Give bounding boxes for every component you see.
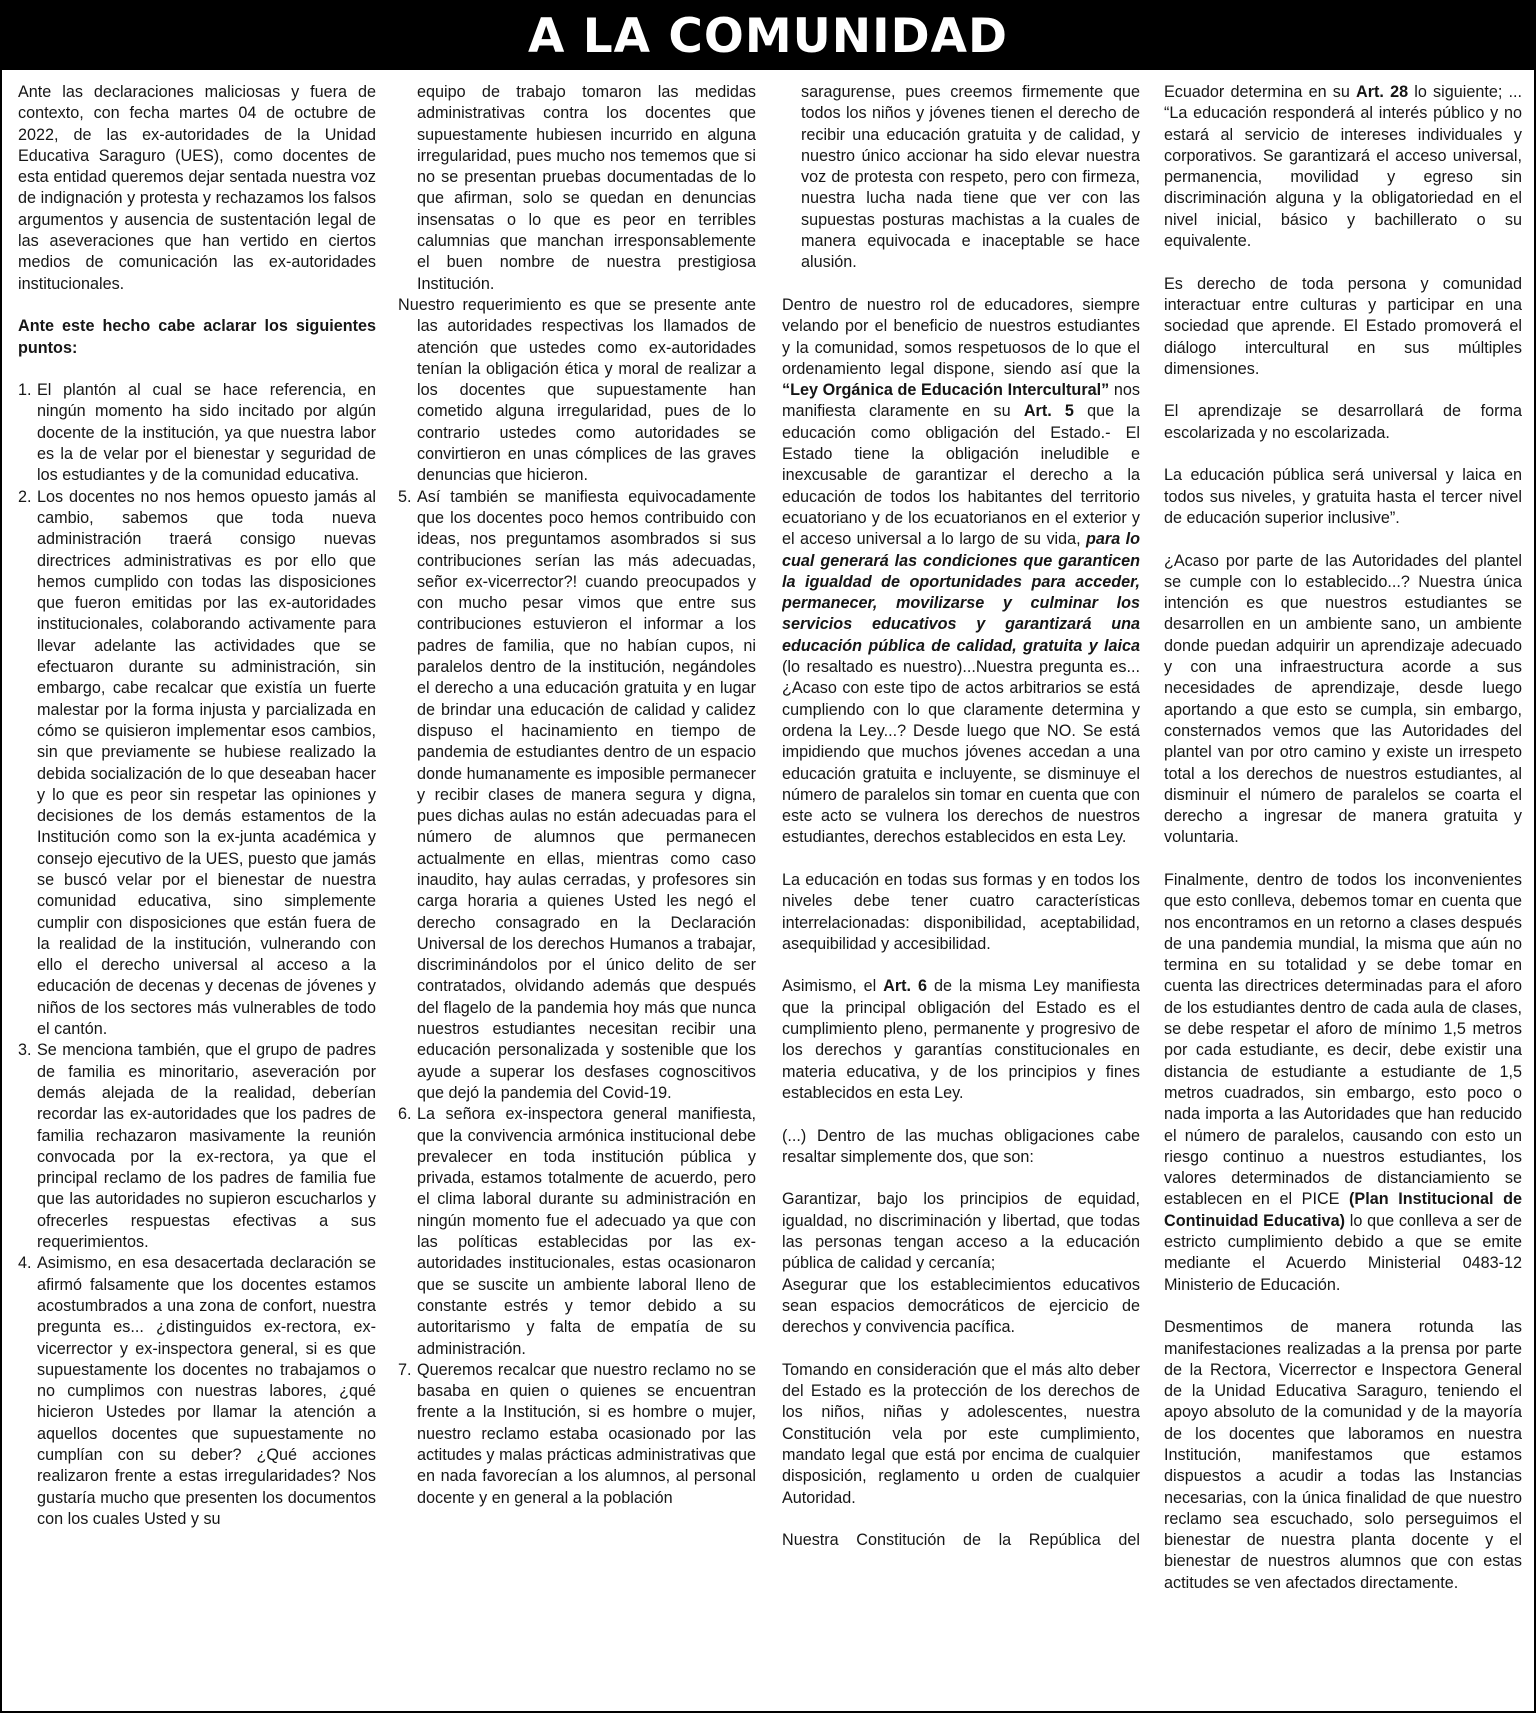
article-ref: Art. 5 [1023, 402, 1074, 421]
text-run: lo que conlleva a ser de estricto cumplimiento debido a que se emite mediante el Acuerdo Ministerial 0483-12 Ministerio de Educación. [1164, 1211, 1522, 1294]
paragraph-guarantee: Garantizar, bajo los principios de equidad, igualdad, no discriminación y libertad, que todas las personas tengan acceso a la educación pública de calidad y cercanía; [782, 1190, 1140, 1273]
list-item [18, 1040, 376, 1253]
list-item [18, 1253, 376, 1530]
paragraph-constitution: Nuestra Constitución de la República del [782, 1531, 1140, 1550]
emphasized-quote: para lo cual generará las condiciones que garanticen la igualdad de oportunidades para acceder, permanecer, movilizarse y culminar los servicios educativos y garantizará una educación pública de calidad, gratuita y laica [782, 530, 1140, 655]
plan-name: (Plan Institucional de Continuidad Educativa) [1164, 1190, 1522, 1230]
list-item-text: Así también se manifiesta equivocadamente que los docentes poco hemos contribuido con ideas, nos preguntamos asombrados si sus contribuciones serían las más adecuadas, señor ex-vicerrector?! cuando preocupados y con mucho pesar vimos que entre sus contribuciones estuvieron el informar a los padres de familia, que no habían cupos, ni paralelos dentro de la institución, negándoles el derecho a una educación gratuita y en lugar de brindar una educación de calidad y calidez dispuso el hacinamiento en tiempo de pandemia de estudiantes dentro de un espacio donde humanamente es imposible permanecer y recibir clases de manera segura y digna, pues dichas aulas no están adecuadas para el número de alumnos que permanecen actualmente en ellas, mientras como caso inaudito, hay aulas cerradas, y profesores sin carga horaria a quienes Usted les negó el derecho consagrado en la Declaración Universal de los derechos Humanos a trabajar, discriminándolos por el único delito de ser contratados, olvidando además que después del flagelo de la pandemia hoy más que nunca nuestros estudiantes necesitan recibir una educación personalizada y sostenible que los ayude a superar los desfases cognoscitivos que dejó la pandemia del Covid-19. [417, 487, 756, 1102]
points-list-continued [398, 82, 756, 1509]
paragraph-question: ¿Acaso por parte de las Autoridades del plantel se cumple con lo establecido...? Nuestra única intención es que nuestros estudiantes se desarrollen en un ambiente sano, un ambiente donde puedan adquirir un aprendizaje adecuado y con una infraestructura acorde a sus necesidades de aprendizaje, desde luego aportando a que esto se cumpla, sin embargo, consternados vemos que las Autoridades del plantel van por otro camino y existe un irrespeto total a los derechos de nuestros estudiantes, al disminuir el número de paralelos se coarta el derecho a ingresar de manera gratuita y voluntaria. [1164, 551, 1522, 847]
paragraph-learning: El aprendizaje se desarrollará de forma escolarizada y no escolarizada. [1164, 402, 1522, 442]
paragraph-obligations: (...) Dentro de las muchas obligaciones cabe resaltar simplemente dos, que son: [782, 1126, 1140, 1166]
paragraph-article-6 [782, 976, 1140, 1104]
paragraph-article-28 [1164, 82, 1522, 252]
text-run: (lo resaltado es nuestro)...Nuestra pregunta es... ¿Acaso con este tipo de actos arbitrarios se está cumpliendo con lo que claramente determina y ordena la Ley...? Desde luego que NO. Se está impidiendo que muchos jóvenes accedan a una educación gratuita e incluyente, se disminuye el número de paralelos sin tomar en cuenta que con este acto se vulnera los derechos de nuestros estudiantes, derechos establecidos en esta Ley. [782, 658, 1140, 847]
text-run: lo siguiente; ... “La educación responderá al interés público y no estará al servicio de intereses individuales y corporativos. Se garantizará el acceso universal, permanencia, movilidad y egreso sin discriminación alguna y la obligatoriedad en el nivel inicial, básico y bachillerato o su equivalente. [1164, 83, 1522, 251]
page-title: A LA COMUNIDAD [527, 8, 1009, 64]
list-item [398, 1104, 756, 1360]
points-heading: Ante este hecho cabe aclarar los siguientes puntos: [18, 317, 376, 357]
text-run: de la misma Ley manifiesta que la principal obligación del Estado es el cumplimiento pleno, permanente y progresivo de los derechos y garantías constitucionales en materia educativa, y de los principios y fines establecidos en esta Ley. [782, 977, 1140, 1102]
paragraph-educator-role [782, 295, 1140, 849]
text-run: nos manifiesta claramente en su [782, 381, 1140, 421]
text-run: Ecuador determina en su [1164, 83, 1357, 101]
list-item-text: equipo de trabajo tomaron las medidas administrativas contra los docentes que supuestamente hubiesen incurrido en alguna irregularidad, pues mucho nos tememos que si no se presentan pruebas documentadas de lo que afirman, solo se quedan en denuncias insensatas o lo que es peor en terribles calumnias que manchan irresponsablemente el buen nombre de nuestra prestigiosa Institución. [417, 83, 756, 293]
text-run: Asimismo, el [782, 977, 884, 996]
paragraph-ensure: Asegurar que los establecimientos educativos sean espacios democráticos de ejercicio de derechos y convivencia pacífica. [782, 1275, 1140, 1337]
paragraph-intercultural: Es derecho de toda persona y comunidad interactuar entre culturas y participar en una sociedad que aprende. El Estado promoverá el diálogo intercultural en sus múltiples dimensiones. [1164, 274, 1522, 378]
list-item-text: El plantón al cual se hace referencia, en ningún momento ha sido incitado por algún docente de la institución, ya que nuestra labor es la de velar por el bienestar y seguridad de los estudiantes y de la comunidad educativa. [37, 381, 376, 485]
list-number: 3. [18, 1041, 32, 1060]
paragraph-finally [1164, 870, 1522, 1296]
list-number: 2. [18, 487, 32, 506]
list-item-text: La señora ex-inspectora general manifiesta, que la convivencia armónica institucional debe prevalecer en toda institución pública y privada, estamos totalmente de acuerdo, pero el clima laboral durante su administración en ningún momento fue el adecuado ya que con las políticas establecidas por las ex-autoridades institucionales, estas ocasionaron que se suscite un ambiente laboral lleno de constante estrés y temor debido a su autoritarismo y falta de empatía de su administración. [417, 1105, 756, 1358]
column-1 [18, 82, 376, 1707]
list-item [18, 380, 376, 486]
text-run: Dentro de nuestro rol de educadores, siempre velando por el beneficio de nuestros estudiantes y la comunidad, somos respetuosos de lo que el ordenamiento legal dispone, siendo así que la [782, 295, 1140, 378]
intro-paragraph: Ante las declaraciones maliciosas y fuera de contexto, con fecha martes 04 de octubre de 2022, de las ex-autoridades de la Unidad Educativa Saraguro (UES), como docentes de esta entidad queremos dejar sentada nuestra voz de indignación y protesta y rechazamos los falsos argumentos y ausencia de sustentación legal de las aseveraciones que han vertido en ciertos medios de comunicación las ex-autoridades institucionales. [18, 83, 376, 293]
paragraph-denial: Desmentimos de manera rotunda las manifestaciones realizadas a la prensa por parte de la Rectora, Vicerrector e Inspectora General de la Unidad Educativa Saraguro, teniendo el apoyo absoluto de la comunidad y de la mayoría de los docentes que laboramos en nuestra Institución, manifestamos que estamos dispuestos a acudir a todas las Instancias necesarias, con la única finalidad de que nuestro reclamo sea escuchado, solo perseguimos el bienestar de nuestra planta docente y el bienestar de nuestros alumnos que con estas actitudes se ven afectados directamente. [1164, 1318, 1522, 1592]
paragraph-text: Nuestro requerimiento es que se presente ante las autoridades respectivas los llamados de atención que ustedes como ex-autoridades tenían la obligación ética y moral de realizar a los docentes que supuestamente han cometido alguna irregularidad, pues de lo contrario ustedes como autoridades se convirtieron en unas cómplices de las graves denuncias que hicieron. [398, 295, 756, 485]
article-ref: Art. 28 [1356, 83, 1409, 101]
list-number: 5. [398, 487, 412, 506]
list-number: 7. [398, 1360, 412, 1379]
list-item [398, 487, 756, 1105]
text-run: que la educación como obligación del Estado.- El Estado tiene la obligación ineludible e inexcusable de garantizar el derecho a la educación de todos los habitantes del territorio ecuatoriano y de los ecuatorianos en el exterior y el acceso universal a lo largo de su vida, [782, 402, 1140, 549]
paragraph-public-education: La educación pública será universal y laica en todos sus niveles, y gratuita hasta el tercer nivel de educación superior inclusive”. [1164, 466, 1522, 527]
law-name: “Ley Orgánica de Educación Intercultural” [782, 381, 1110, 400]
points-list [18, 380, 376, 1530]
list-item-text: Asimismo, en esa desacertada declaración se afirmó falsamente que los docentes estamos acostumbrados a una zona de confort, nuestra pregunta es... ¿distinguidos ex-rectora, ex-vicerrector y ex-inspectora general, si es que supuestamente los docentes no trabajamos o no cumplimos con nuestras labores, ¿qué hicieron Ustedes por llamar la atención a aquellos docentes que supuestamente no cumplían con su deber? ¿Qué acciones realizaron frente a estas irregularidades? Nos gustaría mucho que presenten los documentos con los cuales Usted y su [37, 1254, 376, 1528]
column-2 [398, 82, 756, 1707]
list-item-text: Los docentes no nos hemos opuesto jamás al cambio, sabemos que toda nueva administración traerá consigo nuevas directrices administrativas es por ello que hemos cumplido con todas las disposiciones que fueron emitidas por las ex-autoridades institucionales, colaborando activamente para llevar adelante las actividades que se efectuaron durante su administración, sin embargo, cabe recalcar que existía un fuerte malestar por la forma injusta y parcializada en cómo se quisieron implementar esos cambios, sin que previamente se hubiese realizado la debida socialización de lo que deseaban hacer y lo que es peor sin respetar las opiniones y decisiones de los demás estamentos de la Institución como son la ex-junta académica y consejo ejecutivo de la UES, puesto que jamás se buscó velar por el bienestar de nuestra comunidad educativa, sino simplemente cumplir con disposiciones que están fuera de la realidad de la institución, vulnerando con ello el derecho universal al acceso a la educación de decenas y decenas de jóvenes y niños de los sectores más vulnerables de todo el cantón. [37, 487, 376, 1039]
list-item-text: Se menciona también, que el grupo de padres de familia es minoritario, aseveración por demás alejada de la realidad, deberían recordar las ex-autoridades que los padres de familia rechazaron masivamente la reunión convocada por la ex-rectora, ya que el principal reclamo de los padres de familia fue que las autoridades no supieron escucharlos y ofrecerles respuestas efectivas a sus requerimientos. [37, 1041, 376, 1252]
list-item [398, 1360, 756, 1509]
list-number: 4. [18, 1254, 32, 1273]
list-number: 1. [18, 381, 32, 400]
column-4 [1164, 82, 1522, 1707]
title-banner [2, 2, 1534, 70]
requirement-paragraph [398, 295, 756, 487]
paragraph-considering: Tomando en consideración que el más alto deber del Estado es la protección de los derechos de los niños, niñas y adolescentes, nuestra Constitución vela por este cumplimiento, mandato legal que está por encima de cualquier disposición, reglamento u orden de cualquier Autoridad. [782, 1360, 1140, 1507]
paragraph-saragurense: saragurense, pues creemos firmemente que todos los niños y jóvenes tienen el derecho de recibir una educación gratuita y de calidad, y nuestro único accionar ha sido elevar nuestra voz de protesta con respeto, pero con firmeza, nuestra lucha nada tiene que ver con las supuestas posturas machistas a la cuales de manera equivocada e inaceptable se hace alusión. [801, 83, 1140, 272]
column-3 [782, 82, 1140, 1707]
list-item-continuation [398, 82, 756, 295]
paragraph-education-forms: La educación en todas sus formas y en todos los niveles debe tener cuatro características interrelacionadas: disponibilidad, aceptabilidad, asequibilidad y accesibilidad. [782, 870, 1140, 953]
text-run: Finalmente, dentro de todos los inconvenientes que esto conlleva, debemos tomar en cuenta que nos encontramos en un retorno a clases después de una pandemia mundial, la misma que aún no termina en su totalidad y se debe tomar en cuenta las directrices determinadas para el aforo de los estudiantes dentro de cada aula de clases, se debe respetar el aforo de mínimo 1,5 metros por cada estudiante, es decir, debe existir una distancia de estudiante a estudiante de 1,5 metros cuadrados, sin embargo, esto poco o nada importa a las Autoridades que han reducido el número de paralelos, causando con esto un riesgo continuo a nuestros estudiantes, los valores determinados de distanciamiento se establecen en el PICE [1164, 870, 1522, 1209]
list-number: 6. [398, 1105, 412, 1124]
article-ref: Art. 6 [883, 977, 928, 996]
list-item-text: Queremos recalcar que nuestro reclamo no se basaba en quien o quienes se encuentran frente a la Institución, si es hombre o mujer, nuestro reclamo estaba ocasionado por las actitudes y malas prácticas administrativas que en nada favorecían a los alumnos, al personal docente y en general a la población [417, 1360, 756, 1507]
list-item [18, 487, 376, 1041]
